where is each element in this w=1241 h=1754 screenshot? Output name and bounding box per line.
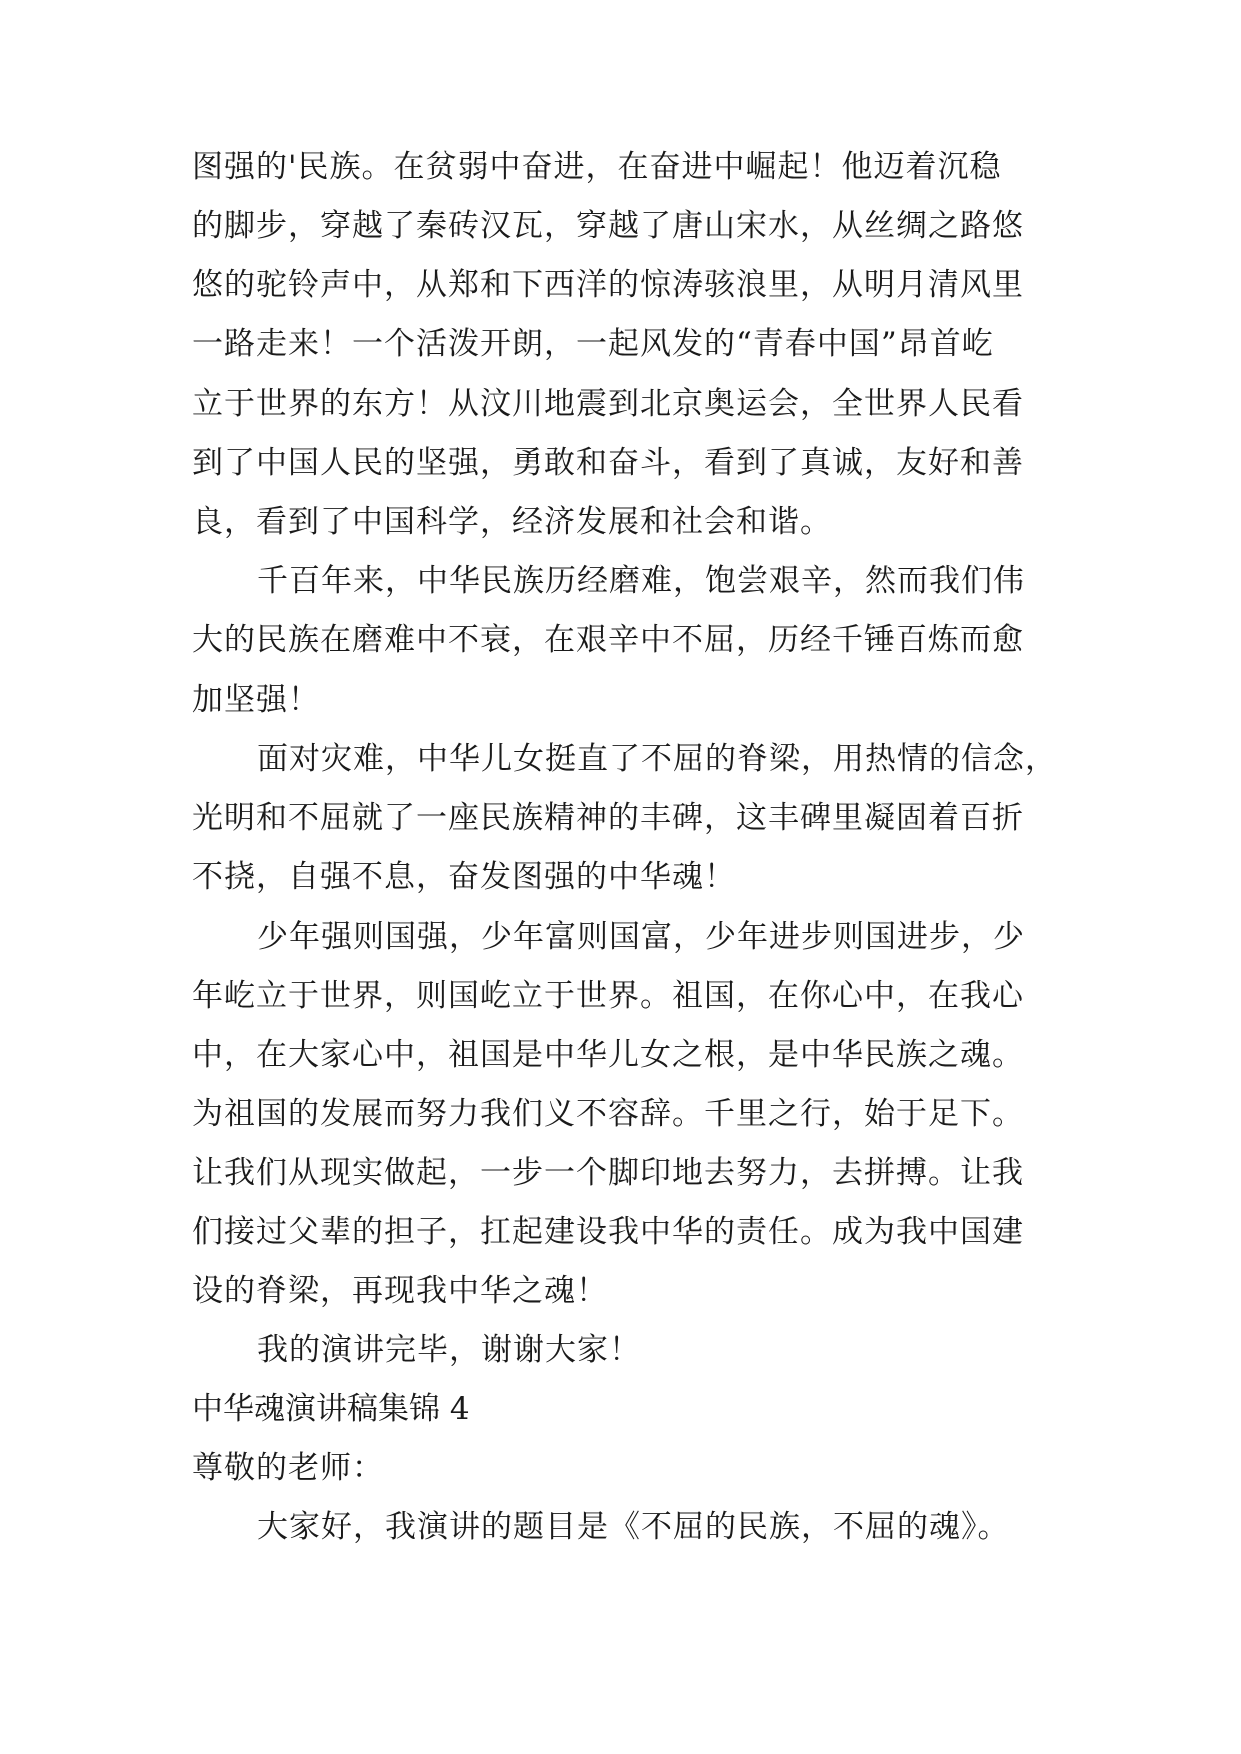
paragraph-line: 不挠，自强不息，奋发图强的中华魂！ [192, 859, 736, 895]
paragraph-line: 立于世界的东方！从汶川地震到北京奥运会，全世界人民看 [192, 386, 1024, 422]
paragraph-line: 大家好，我演讲的题目是《不屈的民族，不屈的魂》。 [257, 1509, 1010, 1545]
paragraph-line: 光明和不屈就了一座民族精神的丰碑，这丰碑里凝固着百折 [192, 800, 1024, 836]
paragraph-line: 良，看到了中国科学，经济发展和社会和谐。 [192, 504, 832, 540]
paragraph-line: 图强的'民族。在贫弱中奋进，在奋进中崛起！他迈着沉稳 [192, 149, 1002, 185]
paragraph-line: 少年强则国强，少年富则国富，少年进步则国进步，少 [257, 919, 1025, 955]
paragraph-line: 们接过父辈的担子，扛起建设我中华的责任。成为我中国建 [192, 1214, 1024, 1250]
paragraph-line: 到了中国人民的坚强，勇敢和奋斗，看到了真诚，友好和善 [192, 445, 1024, 481]
paragraph-line: 面对灾难，中华儿女挺直了不屈的脊梁，用热情的信念， [257, 741, 1057, 777]
paragraph-line: 年屹立于世界，则国屹立于世界。祖国，在你心中，在我心 [192, 978, 1024, 1014]
paragraph-line: 中，在大家心中，祖国是中华儿女之根，是中华民族之魂。 [192, 1037, 1024, 1073]
paragraph-line: 千百年来，中华民族历经磨难，饱尝艰辛，然而我们伟 [257, 563, 1025, 599]
salutation-line: 尊敬的老师： [192, 1450, 384, 1486]
paragraph-line: 一路走来！一个活泼开朗，一起风发的“青春中国”昂首屹 [192, 326, 994, 362]
section-heading: 中华魂演讲稿集锦 4 [192, 1391, 470, 1427]
paragraph-line: 让我们从现实做起，一步一个脚印地去努力，去拼搏。让我 [192, 1155, 1024, 1191]
paragraph-line: 大的民族在磨难中不衰，在艰辛中不屈，历经千锤百炼而愈 [192, 622, 1024, 658]
paragraph-line: 悠的驼铃声中，从郑和下西洋的惊涛骇浪里，从明月清风里 [192, 267, 1024, 303]
paragraph-line: 我的演讲完毕，谢谢大家！ [257, 1332, 641, 1368]
paragraph-line: 为祖国的发展而努力我们义不容辞。千里之行，始于足下。 [192, 1096, 1024, 1132]
paragraph-line: 加坚强！ [192, 682, 320, 718]
paragraph-line: 的脚步，穿越了秦砖汉瓦，穿越了唐山宋水，从丝绸之路悠 [192, 208, 1024, 244]
paragraph-line: 设的脊梁，再现我中华之魂！ [192, 1273, 608, 1309]
